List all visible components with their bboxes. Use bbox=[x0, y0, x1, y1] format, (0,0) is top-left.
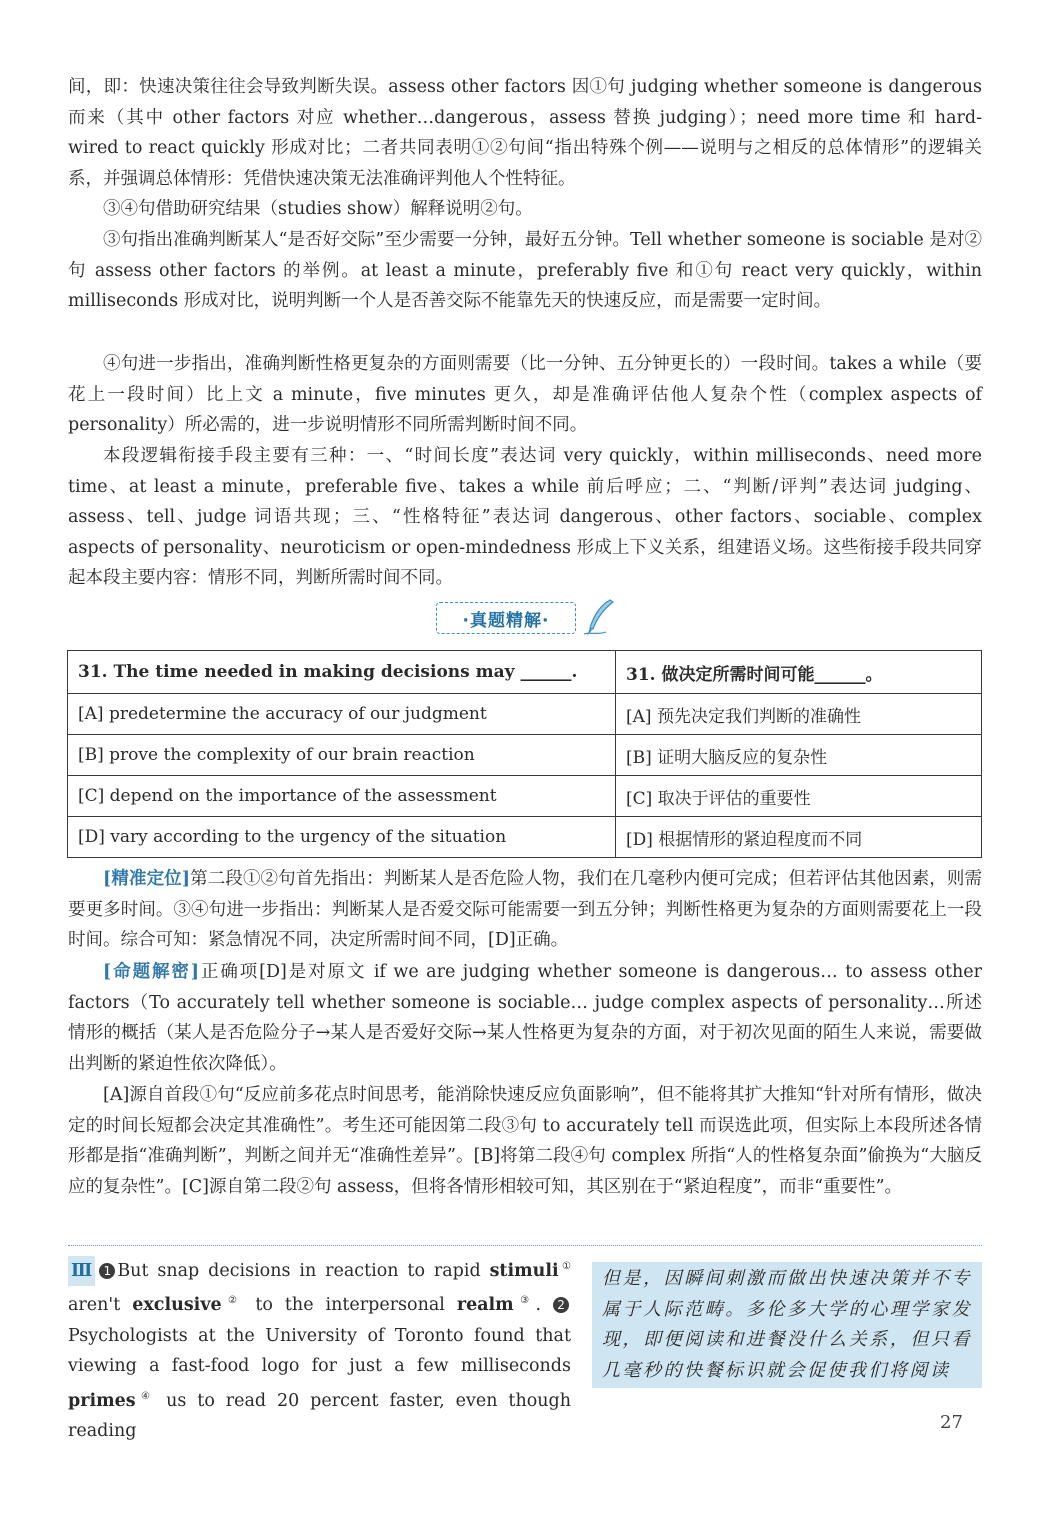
passage-text: us to read 20 percent faster, even though reading bbox=[68, 1390, 571, 1442]
option-c-en: [C] depend on the importance of the assessment bbox=[68, 776, 616, 817]
paragraph-5: 本段逻辑衔接手段主要有三种：一、“时间长度”表达词 very quickly，within milliseconds、need more time、at least a minute，preferable five、takes a while 前后呼应；二、“判断/评判”表达词 judging、assess、tell、judge 词语共现；三、“性格特征”表达词 dangerous、other factors、sociable、complex aspects of personality、neuroticism or open-mindedness 形成上下义关系，组建语义场。这些衔接手段共同穿起本段主要内容：情形不同，判断所需时间不同。 bbox=[68, 446, 982, 589]
page-number: 27 bbox=[940, 1412, 963, 1433]
vocab-word: primes bbox=[68, 1390, 136, 1411]
vocab-note: ④ bbox=[135, 1391, 156, 1403]
secret-text: 正确项[D]是对原文 if we are judging whether someone is dangerous… to assess other factors（To accurately tell whether someone is sociable… judge complex aspects of personality…所述情形的概括（某人是否危险分子→某人是否爱好交际→某人性格更为复杂的方面，对于初次见面的陌生人来说，需要做出判断的紧迫性依次降低）。 bbox=[68, 962, 983, 1074]
passage-text: aren't bbox=[68, 1295, 133, 1316]
option-row-d bbox=[68, 817, 982, 858]
translation-box: 但是，因瞬间刺激而做出快速决策并不专属于人际范畴。多伦多大学的心理学家发现，即便阅读和进餐没什么关系，但只看几毫秒的快餐标识就会促使我们将阅读 bbox=[592, 1262, 982, 1388]
question-stem-row bbox=[68, 651, 982, 694]
option-row-c bbox=[68, 776, 982, 817]
locate-text: 第二段①②句首先指出：判断某人是否危险人物，我们在几毫秒内便可完成；但若评估其他因素，则需要更多时间。③④句进一步指出：判断某人是否爱交际可能需要一到五分钟；判断性格更为复杂的方面则需要花上一段时间。综合可知：紧急情况不同，决定所需时间不同，[D]正确。 bbox=[68, 869, 983, 951]
option-row-b bbox=[68, 735, 982, 776]
passage-paragraph bbox=[68, 1252, 571, 1447]
vocab-word: realm bbox=[456, 1295, 514, 1316]
passage-text: to the interpersonal bbox=[243, 1295, 457, 1316]
option-a-cn: [A] 预先决定我们判断的准确性 bbox=[616, 694, 982, 735]
paragraph-4: ④句进一步指出，准确判断性格更复杂的方面则需要（比一分钟、五分钟更长的）一段时间。takes a while（要花上一段时间）比上文 a minute，five minutes 更久，却是准确评估他人复杂个性（complex aspects of personality）所必需的，进一步说明情形不同所需判断时间不同。 bbox=[68, 354, 982, 436]
vocab-note: ① bbox=[558, 1261, 571, 1272]
analysis-wrong-options: [A]源自首段①句“反应前多花点时间思考，能消除快速反应负面影响”，但不能将其扩大推知“针对所有情形，做决定的时间长短都会决定其准确性”。考生还可能因第二段③句 to accurately tell 而误选此项，但实际上本段所述各情形都是指“准确判断”，判断之间并无“准确性差异”。[B]将第二段④句 complex 所指“人的性格复杂面”偷换为“大脑反应的复杂性”。[C]源自第二段②句 assess，但将各情形相较可知，其区别在于“紧迫程度”，而非“重要性”。 bbox=[68, 1085, 982, 1197]
option-a-en: [A] predetermine the accuracy of our judgment bbox=[68, 694, 616, 735]
option-b-en: [B] prove the complexity of our brain reaction bbox=[68, 735, 616, 776]
question-table bbox=[67, 650, 982, 858]
passage-text: But snap decisions in reaction to rapid bbox=[117, 1260, 490, 1281]
option-b-cn: [B] 证明大脑反应的复杂性 bbox=[616, 735, 982, 776]
paragraph-2: ③④句借助研究结果（studies show）解释说明②句。 bbox=[103, 199, 533, 219]
section-divider bbox=[68, 1245, 982, 1246]
vocab-note: ③ bbox=[513, 1295, 536, 1307]
vocab-word: stimuli bbox=[489, 1260, 559, 1281]
paragraph-marker: Ⅲ bbox=[68, 1256, 95, 1287]
vocab-note: ② bbox=[221, 1295, 244, 1307]
paragraph-1: 间，即：快速决策往往会导致判断失误。assess other factors 因①句 judging whether someone is dangerous 而来（其中 other factors 对应 whether…dangerous，assess 替换 judging）；need more time 和 hard-wired to react quickly 形成对比；二者共同表明①②句间“指出特殊个例——说明与之相反的总体情形”的逻辑关系，并强调总体情形：凭借快速决策无法准确评判他人个性特征。 bbox=[68, 77, 982, 189]
option-d-en: [D] vary according to the urgency of the situation bbox=[68, 817, 616, 858]
sentence-number-1: 1 bbox=[99, 1263, 115, 1279]
option-row-a bbox=[68, 694, 982, 735]
analysis-secret bbox=[68, 957, 982, 1079]
locate-tag: [精准定位] bbox=[103, 869, 191, 889]
question-stem-en: 31. The time needed in making decisions may ______. bbox=[68, 651, 616, 694]
section-title: ·真题精解· bbox=[436, 602, 576, 634]
paragraph-3: ③句指出准确判断某人“是否好交际”至少需要一分钟，最好五分钟。Tell whether someone is sociable 是对②句 assess other factors 的举例。at least a minute，preferably five 和①句 react very quickly，within milliseconds 形成对比，说明判断一个人是否善交际不能靠先天的快速反应，而是需要一定时间。 bbox=[68, 230, 982, 312]
analysis-locate bbox=[68, 864, 982, 956]
option-c-cn: [C] 取决于评估的重要性 bbox=[616, 776, 982, 817]
passage-text: Psychologists at the University of Toronto found that viewing a fast-food logo for just a few milliseconds bbox=[68, 1325, 571, 1377]
question-stem-cn: 31. 做决定所需时间可能______。 bbox=[616, 651, 982, 694]
option-d-cn: [D] 根据情形的紧迫程度而不同 bbox=[616, 817, 982, 858]
sentence-number-2: 2 bbox=[553, 1297, 569, 1313]
quill-pen-icon bbox=[582, 598, 616, 638]
passage-text: . bbox=[535, 1295, 542, 1316]
vocab-word: exclusive bbox=[132, 1295, 222, 1316]
secret-tag: [命题解密] bbox=[103, 962, 200, 982]
